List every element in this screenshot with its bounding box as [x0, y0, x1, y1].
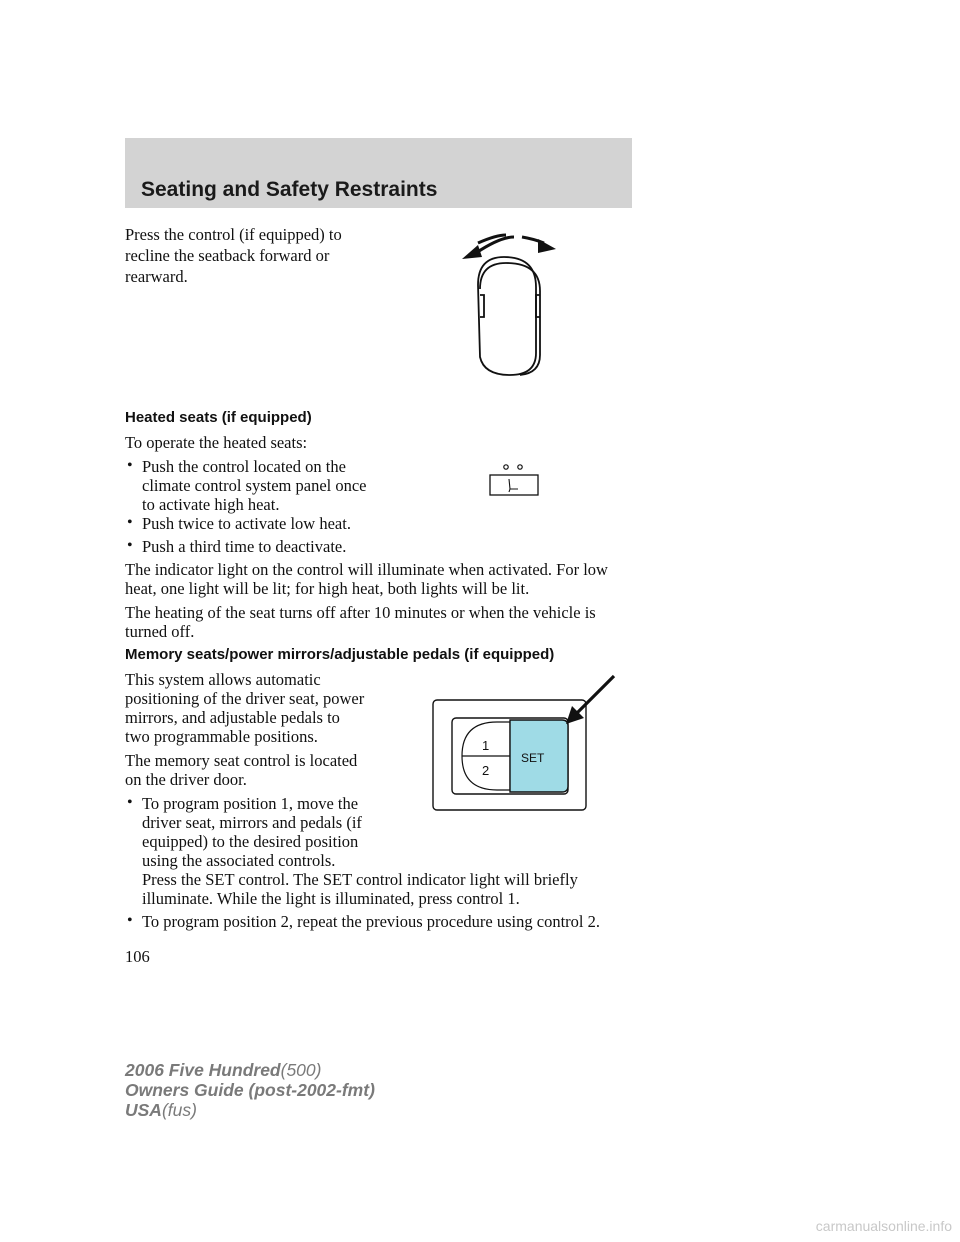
memory-bullet-1-line-4: using the associated controls. [142, 851, 336, 870]
heated-seat-button-illustration [488, 462, 542, 496]
bullet-dot: • [127, 912, 133, 929]
footer-model: 2006 Five Hundred [125, 1060, 281, 1080]
memory-intro-line-1: This system allows automatic [125, 670, 321, 689]
bullet-dot: • [127, 457, 133, 474]
heated-para-1-line-2: heat, one light will be lit; for high heat, both lights will be lit. [125, 579, 530, 598]
recline-text-line-1: Press the control (if equipped) to [125, 225, 342, 244]
page-number: 106 [125, 947, 150, 966]
recline-arrow-right-head [538, 239, 556, 253]
memory-location-line-1: The memory seat control is located [125, 751, 358, 770]
heated-bullet-2: Push twice to activate low heat. [142, 514, 351, 533]
memory-intro-line-4: two programmable positions. [125, 727, 318, 746]
footer-line-2: Owners Guide (post-2002-fmt) [125, 1080, 375, 1100]
bullet-dot: • [127, 537, 133, 554]
memory-bullet-1-line-6: illuminate. While the light is illuminated, press control 1. [142, 889, 520, 908]
recline-arrow-icon [476, 235, 544, 253]
footer-model-code: (500) [280, 1060, 322, 1080]
memory-location-line-2: on the driver door. [125, 770, 247, 789]
heated-para-2-line-1: The heating of the seat turns off after 10 minutes or when the vehicle is [125, 603, 596, 622]
recline-text-line-3: rearward. [125, 267, 188, 286]
set-button-label: SET [521, 751, 545, 765]
heated-bullet-1-line-3: to activate high heat. [142, 495, 280, 514]
memory-button-2-label: 2 [482, 763, 490, 778]
memory-bullet-1-line-1: To program position 1, move the [142, 794, 359, 813]
indicator-light-2-icon [518, 465, 522, 469]
watermark: carmanualsonline.info [815, 1218, 952, 1234]
memory-control-illustration [430, 670, 620, 815]
section-title: Seating and Safety Restraints [141, 178, 438, 201]
footer-line-1 [125, 1060, 375, 1080]
recline-arrow-left-head [462, 245, 482, 259]
footer-market: USA [125, 1100, 162, 1120]
heated-seats-intro: To operate the heated seats: [125, 433, 308, 452]
recline-control-illustration [440, 225, 570, 385]
heated-bullet-1-line-2: climate control system panel once [142, 476, 367, 495]
heated-seats-heading: Heated seats (if equipped) [125, 409, 312, 426]
memory-button-1-label: 1 [482, 738, 490, 753]
recline-text-line-2: recline the seatback forward or [125, 246, 330, 265]
footer-line-3 [125, 1100, 375, 1120]
memory-bullet-2: To program position 2, repeat the previous procedure using control 2. [142, 912, 600, 931]
heated-para-1-line-1: The indicator light on the control will illuminate when activated. For low [125, 560, 608, 579]
heated-para-2-line-2: turned off. [125, 622, 195, 641]
memory-bullet-1-line-2: driver seat, mirrors and pedals (if [142, 813, 362, 832]
memory-bullet-1-line-3: equipped) to the desired position [142, 832, 359, 851]
bullet-dot: • [127, 514, 133, 531]
memory-bullet-1-line-5: Press the SET control. The SET control indicator light will briefly [142, 870, 578, 889]
heated-bullet-3: Push a third time to deactivate. [142, 537, 347, 556]
memory-seats-heading: Memory seats/power mirrors/adjustable pedals (if equipped) [125, 646, 555, 663]
seatback-switch-icon [478, 257, 540, 375]
footer-market-code: (fus) [161, 1100, 197, 1120]
memory-intro-line-3: mirrors, and adjustable pedals to [125, 708, 340, 727]
bullet-dot: • [127, 794, 133, 811]
document-footer [125, 1060, 375, 1120]
indicator-light-1-icon [504, 465, 508, 469]
heated-bullet-1-line-1: Push the control located on the [142, 457, 346, 476]
heated-seat-button [490, 475, 538, 495]
memory-intro-line-2: positioning of the driver seat, power [125, 689, 365, 708]
